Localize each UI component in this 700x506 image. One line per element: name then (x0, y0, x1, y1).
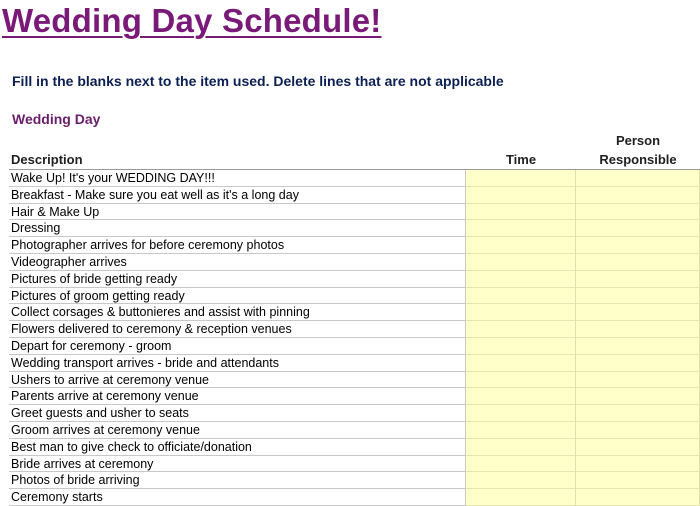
description-cell[interactable]: Parents arrive at ceremony venue (9, 388, 466, 405)
description-cell[interactable]: Dressing (9, 220, 466, 237)
table-row (9, 288, 700, 305)
table-row (9, 355, 700, 372)
table-row (9, 220, 700, 237)
person-responsible-input-cell[interactable] (576, 220, 700, 237)
description-cell[interactable]: Wedding transport arrives - bride and attendants (9, 355, 466, 372)
table-row (9, 321, 700, 338)
time-input-cell[interactable] (466, 288, 576, 305)
person-responsible-input-cell[interactable] (576, 288, 700, 305)
schedule-table (9, 170, 700, 506)
description-cell[interactable]: Wake Up! It's your WEDDING DAY!!! (9, 170, 466, 187)
instructions-text: Fill in the blanks next to the item used. Delete lines that are not applicable (12, 73, 504, 89)
table-row (9, 304, 700, 321)
time-input-cell[interactable] (466, 372, 576, 389)
table-row (9, 422, 700, 439)
person-responsible-input-cell[interactable] (576, 254, 700, 271)
description-cell[interactable]: Ushers to arrive at ceremony venue (9, 372, 466, 389)
person-responsible-input-cell[interactable] (576, 456, 700, 473)
person-responsible-input-cell[interactable] (576, 439, 700, 456)
description-cell[interactable]: Ceremony starts (9, 489, 466, 506)
table-row (9, 405, 700, 422)
column-header-description: Description (11, 152, 83, 167)
time-input-cell[interactable] (466, 355, 576, 372)
column-header-person-line2: Responsible (599, 152, 677, 167)
time-input-cell[interactable] (466, 271, 576, 288)
description-cell[interactable]: Groom arrives at ceremony venue (9, 422, 466, 439)
time-input-cell[interactable] (466, 187, 576, 204)
time-input-cell[interactable] (466, 388, 576, 405)
description-cell[interactable]: Photographer arrives for before ceremony photos (9, 237, 466, 254)
person-responsible-input-cell[interactable] (576, 271, 700, 288)
person-responsible-input-cell[interactable] (576, 405, 700, 422)
time-input-cell[interactable] (466, 472, 576, 489)
description-cell[interactable]: Pictures of bride getting ready (9, 271, 466, 288)
person-responsible-input-cell[interactable] (576, 321, 700, 338)
person-responsible-input-cell[interactable] (576, 170, 700, 187)
table-row (9, 271, 700, 288)
column-header-person-line1: Person (615, 133, 661, 148)
person-responsible-input-cell[interactable] (576, 187, 700, 204)
description-cell[interactable]: Pictures of groom getting ready (9, 288, 466, 305)
person-responsible-input-cell[interactable] (576, 489, 700, 506)
section-title: Wedding Day (12, 111, 101, 127)
table-row (9, 170, 700, 187)
table-row (9, 254, 700, 271)
time-input-cell[interactable] (466, 405, 576, 422)
person-responsible-input-cell[interactable] (576, 204, 700, 221)
column-header-person-responsible (576, 131, 700, 169)
description-cell[interactable]: Bride arrives at ceremony (9, 456, 466, 473)
time-input-cell[interactable] (466, 170, 576, 187)
table-row (9, 472, 700, 489)
person-responsible-input-cell[interactable] (576, 304, 700, 321)
table-row (9, 439, 700, 456)
time-input-cell[interactable] (466, 254, 576, 271)
time-input-cell[interactable] (466, 456, 576, 473)
time-input-cell[interactable] (466, 422, 576, 439)
time-input-cell[interactable] (466, 338, 576, 355)
description-cell[interactable]: Breakfast - Make sure you eat well as it's a long day (9, 187, 466, 204)
table-row (9, 388, 700, 405)
time-input-cell[interactable] (466, 237, 576, 254)
person-responsible-input-cell[interactable] (576, 472, 700, 489)
table-row (9, 204, 700, 221)
table-row (9, 372, 700, 389)
time-input-cell[interactable] (466, 204, 576, 221)
table-row (9, 237, 700, 254)
time-input-cell[interactable] (466, 220, 576, 237)
person-responsible-input-cell[interactable] (576, 237, 700, 254)
person-responsible-input-cell[interactable] (576, 355, 700, 372)
page-title: Wedding Day Schedule! (2, 2, 382, 39)
person-responsible-input-cell[interactable] (576, 388, 700, 405)
time-input-cell[interactable] (466, 439, 576, 456)
description-cell[interactable]: Collect corsages & buttonieres and assist with pinning (9, 304, 466, 321)
time-input-cell[interactable] (466, 489, 576, 506)
description-cell[interactable]: Hair & Make Up (9, 204, 466, 221)
description-cell[interactable]: Greet guests and usher to seats (9, 405, 466, 422)
description-cell[interactable]: Photos of bride arriving (9, 472, 466, 489)
table-row (9, 489, 700, 506)
person-responsible-input-cell[interactable] (576, 422, 700, 439)
person-responsible-input-cell[interactable] (576, 372, 700, 389)
table-row (9, 187, 700, 204)
table-row (9, 456, 700, 473)
time-input-cell[interactable] (466, 321, 576, 338)
description-cell[interactable]: Videographer arrives (9, 254, 466, 271)
person-responsible-input-cell[interactable] (576, 338, 700, 355)
description-cell[interactable]: Flowers delivered to ceremony & reception venues (9, 321, 466, 338)
table-row (9, 338, 700, 355)
description-cell[interactable]: Depart for ceremony - groom (9, 338, 466, 355)
column-header-time: Time (505, 152, 537, 167)
time-input-cell[interactable] (466, 304, 576, 321)
description-cell[interactable]: Best man to give check to officiate/donation (9, 439, 466, 456)
